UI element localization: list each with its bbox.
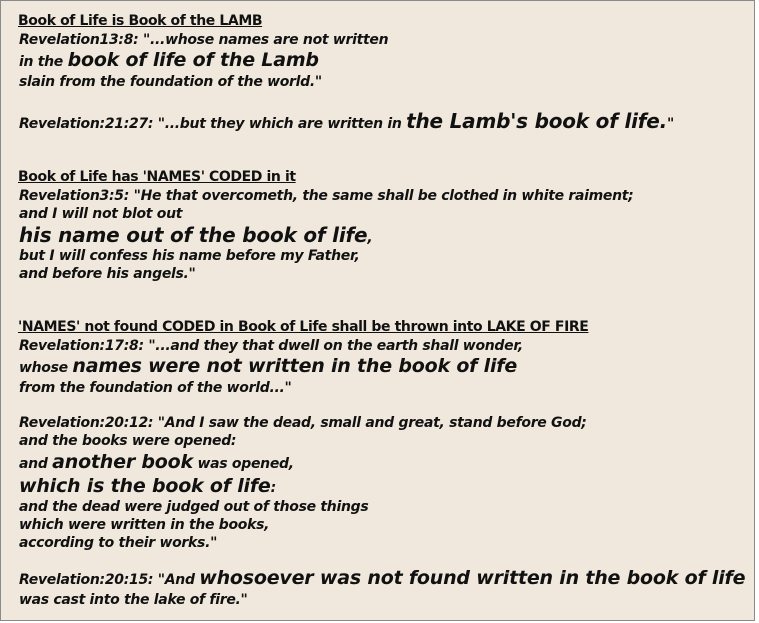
verse-line: Revelation13:8: "...whose names are not written — [19, 32, 389, 48]
section-heading: Book of Life has 'NAMES' CODED in it — [18, 169, 296, 185]
verse-line: according to their works." — [19, 535, 218, 551]
verse-line: Revelation:17:8: "...and they that dwell on the earth shall wonder, — [19, 338, 523, 354]
verse-line: and another book was opened, — [19, 451, 294, 473]
verse-line: which is the book of life: — [19, 475, 276, 497]
verse-line: Revelation:20:15: "And whosoever was not found written in the book of life — [19, 567, 746, 589]
emphasis-text: book of life of the Lamb — [67, 49, 319, 71]
emphasis-text: his name out of the book of life — [19, 223, 368, 247]
verse-line: and before his angels." — [19, 266, 196, 282]
verse-line: slain from the foundation of the world." — [19, 74, 322, 90]
section-heading: 'NAMES' not found CODED in Book of Life shall be thrown into LAKE OF FIRE — [18, 319, 589, 335]
emphasis-text: which is the book of life — [19, 475, 271, 497]
verse-line: and I will not blot out — [19, 206, 183, 222]
verse-line: Revelation:21:27: "...but they which are written in the Lamb's book of life." — [19, 109, 675, 133]
verse-line: which were written in the books, — [19, 517, 270, 533]
verse-line: was cast into the lake of fire." — [19, 592, 248, 608]
verse-line: whose names were not written in the book of life — [19, 355, 518, 377]
emphasis-text: names were not written in the book of life — [72, 355, 518, 377]
emphasis-text: the Lamb's book of life. — [406, 109, 668, 133]
verse-line: but I will confess his name before my Father, — [19, 248, 360, 264]
verse-line: his name out of the book of life, — [19, 223, 373, 247]
emphasis-text: whosoever was not found written in the book of life — [199, 567, 746, 589]
verse-line: and the dead were judged out of those things — [19, 499, 369, 515]
verse-line: in the book of life of the Lamb — [19, 49, 319, 71]
verse-line: from the foundation of the world..." — [19, 380, 292, 396]
section-heading: Book of Life is Book of the LAMB — [18, 13, 263, 29]
emphasis-text: another book — [52, 451, 193, 473]
verse-line: Revelation:20:12: "And I saw the dead, small and great, stand before God; — [19, 415, 587, 431]
verse-line: and the books were opened: — [19, 433, 237, 449]
verse-line: Revelation3:5: "He that overcometh, the same shall be clothed in white raiment; — [19, 188, 634, 204]
